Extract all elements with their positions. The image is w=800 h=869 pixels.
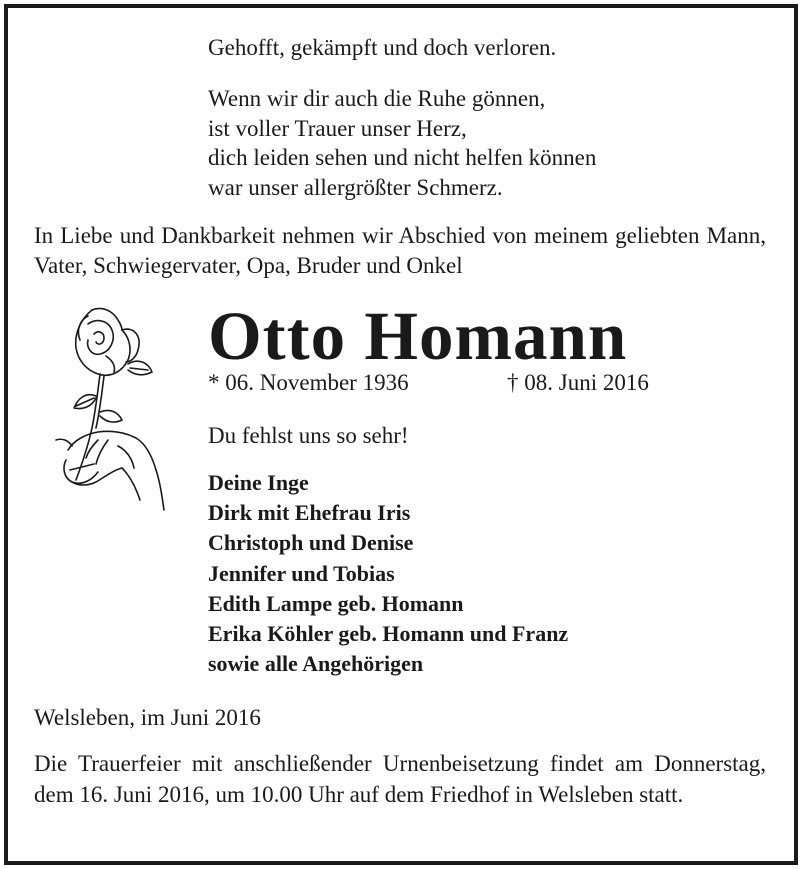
funeral-notice: Die Trauerfeier mit anschließender Urnenbeisetzung findet am Donnerstag, dem 16. Juni 2016, um 10.00 Uhr auf dem Friedhof in Welsleben statt. xyxy=(34,751,766,807)
mourner-name: Dirk mit Ehefrau Iris xyxy=(208,500,411,526)
poem-first-line: Gehofft, gekämpft und doch verloren. xyxy=(208,35,557,60)
memorial-message: Du fehlst uns so sehr! xyxy=(208,423,409,448)
mourner-name: Erika Köhler geb. Homann und Franz xyxy=(208,621,569,647)
poem-line-3: dich leiden sehen und nicht helfen können xyxy=(208,145,597,170)
rose-in-hand-icon xyxy=(52,300,182,515)
poem-line-1: Wenn wir dir auch die Ruhe gönnen, xyxy=(208,86,546,111)
mourner-name: Christoph und Denise xyxy=(208,530,414,556)
mourners-list xyxy=(208,468,568,679)
birth-date: * 06. November 1936 xyxy=(208,370,409,395)
mourner-name: sowie alle Angehörigen xyxy=(208,651,424,677)
place-and-date: Welsleben, im Juni 2016 xyxy=(34,705,261,730)
mourner-name: Edith Lampe geb. Homann xyxy=(208,590,464,616)
death-date: † 08. Juni 2016 xyxy=(507,370,649,395)
poem-line-4: war unser allergrößter Schmerz. xyxy=(208,175,503,200)
mourner-name: Deine Inge xyxy=(208,470,309,495)
deceased-name: Otto Homann xyxy=(208,298,628,374)
intro-text: In Liebe und Dankbarkeit nehmen wir Abschied von meinem geliebten Mann, Vater, Schwiegervater, Opa, Bruder und Onkel xyxy=(34,223,766,278)
mourner-name: Jennifer und Tobias xyxy=(208,560,395,586)
poem-line-2: ist voller Trauer unser Herz, xyxy=(208,116,467,141)
